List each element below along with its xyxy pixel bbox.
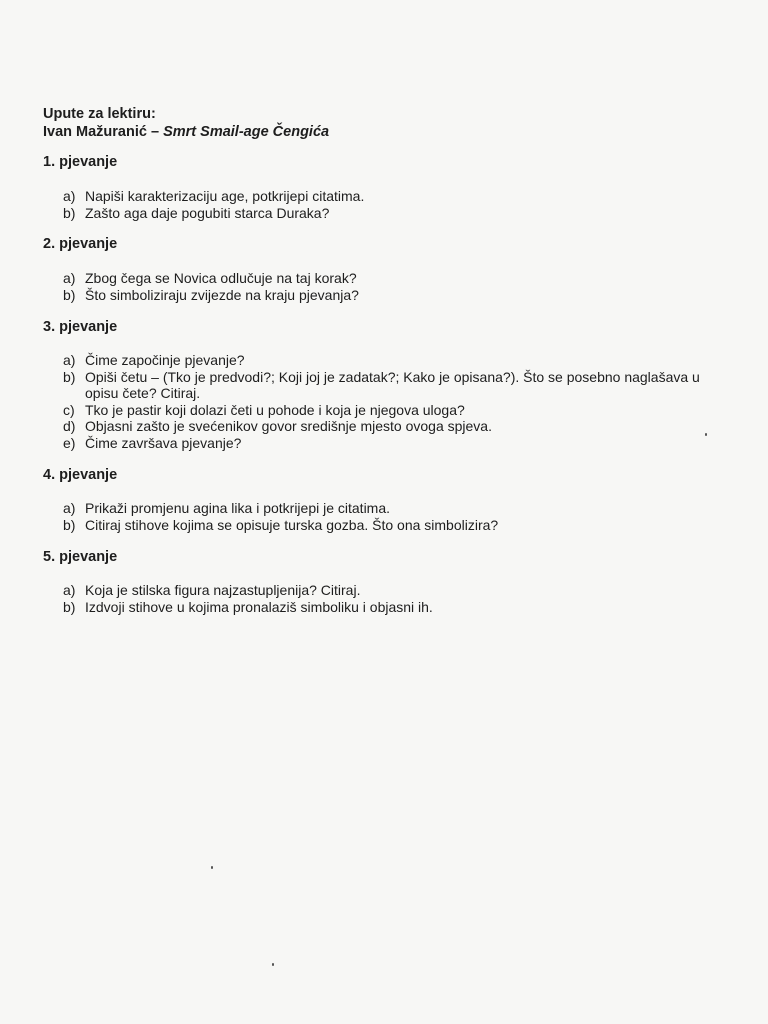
scan-speck <box>211 866 213 869</box>
question-marker: a) <box>63 270 76 286</box>
question-text: Citiraj stihove kojima se opisuje turska gozba. Što ona simbolizira? <box>85 516 499 533</box>
question-marker: b) <box>63 286 76 303</box>
question-list <box>63 352 703 451</box>
section-title: 4. pjevanje <box>43 467 118 483</box>
scan-speck <box>705 433 707 436</box>
header-dash: – <box>146 124 164 140</box>
question-marker: b) <box>63 516 76 533</box>
section-5 <box>43 548 733 615</box>
question-item <box>63 418 703 435</box>
section-2 <box>43 235 733 303</box>
question-text: Zbog čega se Novica odlučuje na taj korak? <box>85 270 357 286</box>
question-marker: c) <box>63 401 75 418</box>
question-item <box>63 352 703 369</box>
question-list <box>63 500 703 533</box>
question-list <box>63 188 703 221</box>
question-marker: a) <box>63 352 76 368</box>
question-marker: a) <box>63 188 76 204</box>
question-text: Objasni zašto je svećenikov govor središnje mjesto ovoga spjeva. <box>85 418 492 434</box>
question-item <box>63 582 703 599</box>
question-text: Napiši karakterizaciju age, potkrijepi citatima. <box>85 188 365 204</box>
question-marker: b) <box>63 368 76 385</box>
question-list <box>63 270 703 303</box>
question-item <box>63 402 703 419</box>
question-item <box>63 517 703 534</box>
scan-speck <box>272 963 274 966</box>
question-item <box>63 500 703 517</box>
question-text: Čime započinje pjevanje? <box>85 352 245 368</box>
question-item <box>63 599 703 616</box>
question-text: Opiši četu – (Tko je predvodi?; Koji joj je zadatak?; Kako je opisana?). Što se posebno naglašava u opisu čete? Citiraj. <box>85 368 700 401</box>
question-marker: b) <box>63 204 76 221</box>
section-1 <box>43 153 733 221</box>
header-author-work <box>43 123 329 141</box>
question-text: Što simboliziraju zvijezde na kraju pjevanja? <box>85 286 359 303</box>
question-text: Tko je pastir koji dolazi četi u pohode i koja je njegova uloga? <box>85 401 465 418</box>
section-3 <box>43 318 733 451</box>
section-4 <box>43 466 733 533</box>
question-item <box>63 369 703 402</box>
section-title: 2. pjevanje <box>43 236 118 252</box>
question-item <box>63 270 703 287</box>
section-title: 5. pjevanje <box>43 549 118 565</box>
question-item <box>63 205 703 222</box>
question-text: Čime završava pjevanje? <box>85 434 242 451</box>
work-title: Smrt Smail-age Čengića <box>163 124 330 140</box>
question-text: Izdvoji stihove u kojima pronalaziš simboliku i objasni ih. <box>85 598 433 615</box>
question-marker: b) <box>63 598 76 615</box>
section-title: 1. pjevanje <box>43 154 118 170</box>
author-name: Ivan Mažuranić <box>43 124 147 140</box>
question-text: Koja je stilska figura najzastupljenija? Citiraj. <box>85 582 361 598</box>
question-text: Zašto aga daje pogubiti starca Duraka? <box>85 204 330 221</box>
question-list <box>63 582 703 615</box>
question-text: Prikaži promjenu agina lika i potkrijepi je citatima. <box>85 500 391 516</box>
section-title: 3. pjevanje <box>43 319 118 335</box>
question-item <box>63 287 703 304</box>
question-marker: d) <box>63 418 76 434</box>
question-marker: a) <box>63 582 76 598</box>
question-item <box>63 435 703 452</box>
document-header <box>43 105 329 141</box>
question-item <box>63 188 703 205</box>
header-title: Upute za lektiru: <box>43 106 156 122</box>
question-marker: e) <box>63 434 76 451</box>
question-marker: a) <box>63 500 76 516</box>
